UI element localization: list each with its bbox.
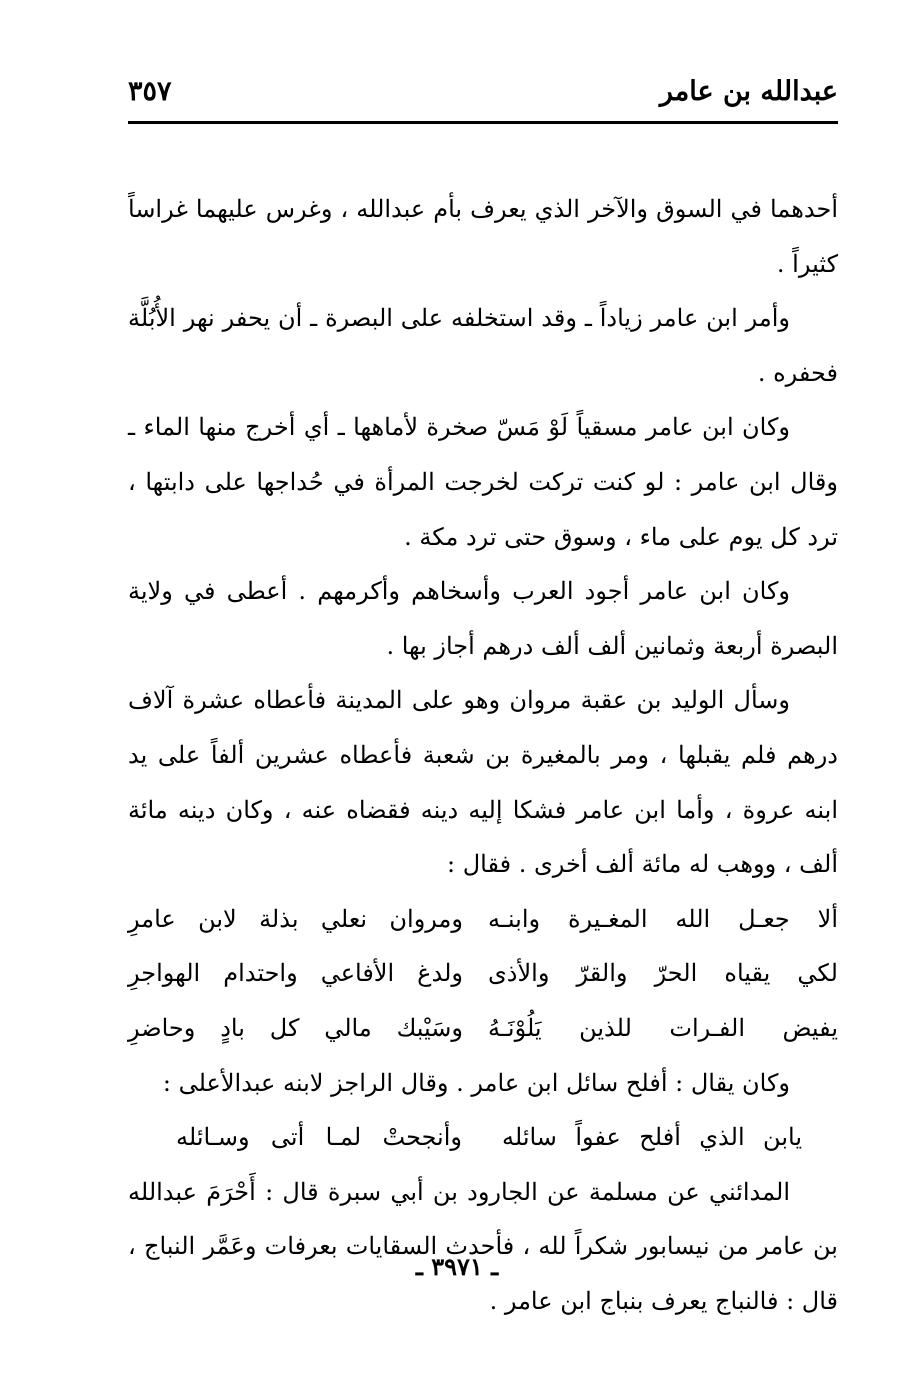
page-number: ٣٥٧ bbox=[128, 76, 172, 107]
poem-verse bbox=[128, 946, 838, 1001]
poem-verse bbox=[128, 892, 838, 947]
body-text bbox=[128, 182, 838, 1328]
paragraph: وكان يقال : أفلح سائل ابن عامر . وقال الراجز لابنه عبدالأعلى : bbox=[162, 1068, 790, 1097]
header-rule bbox=[128, 121, 838, 124]
paragraph: أحدهما في السوق والآخر الذي يعرف بأم عبدالله ، وغرس عليهما غراساً كثيراً . bbox=[128, 195, 838, 278]
poem bbox=[128, 892, 838, 1056]
poem-verse bbox=[128, 1001, 838, 1056]
verse-second-hemistich: ومروان نعلي بذلة لابن عامرِ bbox=[128, 904, 463, 933]
rajaz-verse bbox=[128, 1110, 838, 1165]
verse-second-hemistich: وسَيْبك مالي كل بادٍ وحاضرِ bbox=[128, 1013, 463, 1042]
verse-first-hemistich: يفيض الفـرات للذين يَلُوْنَـهُ bbox=[488, 1013, 838, 1042]
paragraph: وكان ابن عامر أجود العرب وأسخاهم وأكرمهم . أعطى في ولاية البصرة أربعة وثمانين ألف ألف درهم أجاز بها . bbox=[128, 577, 838, 660]
paragraph: وكان ابن عامر مسقياً لَوْ مَسّ صخرة لأماهها ـ أي أخرج منها الماء ـ وقال ابن عامر : لو كنت تركت لخرجت المرأة في حُداجها على دابتها ، ترد كل يوم على ماء ، وسوق حتى ترد مكة . bbox=[128, 413, 838, 551]
verse-second-hemistich: ولدغ الأفاعي واحتدام الهواجرِ bbox=[128, 959, 463, 988]
paragraph: المدائني عن مسلمة عن الجارود بن أبي سبرة قال : أَحْرَمَ عبدالله بن عامر من نيسابور شكراً لله ، فأحدث السقايات بعرفات وعَمَّر النباج ، قال : فالنباج يعرف بنباج ابن عامر . bbox=[128, 1177, 838, 1315]
page-header bbox=[128, 74, 838, 120]
verse-first-hemistich: لكي يقياه الحرّ والقرّ والأذى bbox=[488, 959, 838, 988]
running-title: عبدالله بن عامر bbox=[659, 76, 838, 107]
verse-first-hemistich: ألا جعـل الله المغـيرة وابنـه bbox=[488, 904, 838, 933]
verse-second-hemistich: وأنجحتْ لمـا أتى وسـائله bbox=[176, 1123, 462, 1152]
paragraph: وسأل الوليد بن عقبة مروان وهو على المدينة فأعطاه عشرة آلاف درهم فلم يقبلها ، ومر بالمغيرة بن شعبة فأعطاه عشرين ألفاً على يد ابنه عروة ، وأما ابن عامر فشكا إليه دينه فقضاه عنه ، وكان دينه مائة ألف ، ووهب له مائة ألف أخرى . فقال : bbox=[128, 686, 838, 879]
paragraph: وأمر ابن عامر زياداً ـ وقد استخلفه على البصرة ـ أن يحفر نهر الأُبُلَّة فحفره . bbox=[128, 304, 838, 387]
verse-first-hemistich: يابن الذي أفلح عفواً سائله bbox=[502, 1123, 802, 1152]
footer-page-mark: ـ ٣٩٧١ ـ bbox=[415, 1252, 499, 1281]
